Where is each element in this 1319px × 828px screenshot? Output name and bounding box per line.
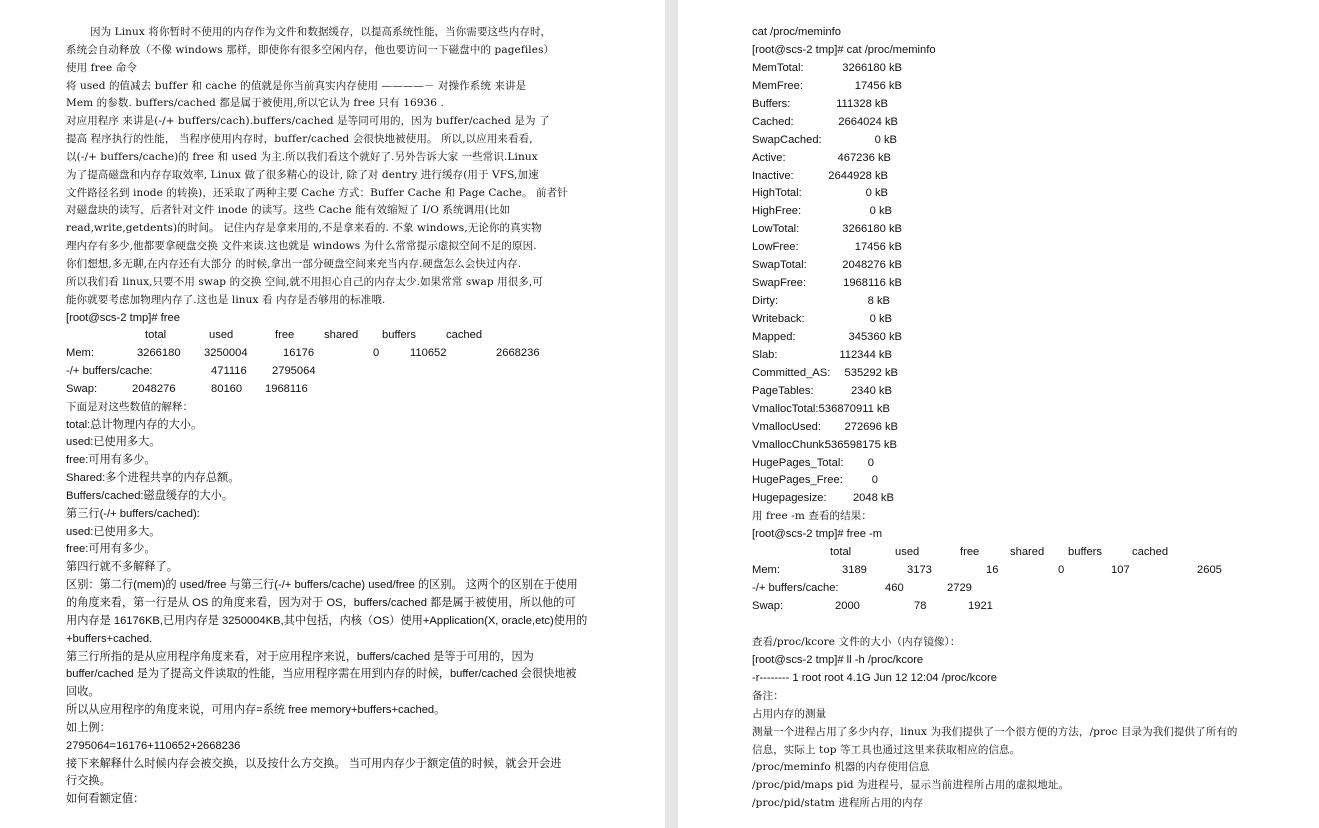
column-header: shared bbox=[1010, 546, 1045, 559]
column-header: used bbox=[895, 546, 920, 559]
meminfo-row bbox=[752, 275, 1297, 293]
meminfo-value: 2644928 kB bbox=[828, 169, 888, 182]
paragraph-line: total:总计物理内存的大小。 bbox=[66, 418, 203, 431]
column-header: free bbox=[275, 329, 295, 342]
paragraph-line: /proc/pid/maps pid 为进程号，显示当前进程所占用的虚拟地址。 bbox=[752, 779, 1070, 792]
table-cell: 3173 bbox=[907, 564, 932, 577]
paragraph-line: +buffers+cached. bbox=[66, 632, 153, 645]
paragraph-line: 测量一个进程占用了多少内存，linux 为我们提供了一个很方便的方法，/proc 目录为我们提供了所有的 bbox=[752, 725, 1238, 738]
meminfo-value: 1968116 kB bbox=[843, 277, 902, 290]
meminfo-row bbox=[752, 168, 1297, 186]
meminfo-value: 0 kB bbox=[869, 205, 892, 218]
paragraph-line: 下面是对这些数值的解释： bbox=[66, 400, 194, 413]
blank-line bbox=[752, 616, 1297, 634]
meminfo-row bbox=[752, 490, 1297, 508]
meminfo-value: 2048276 kB bbox=[842, 259, 902, 272]
meminfo-row bbox=[752, 383, 1297, 401]
table-cell: 3250004 bbox=[204, 347, 248, 360]
paragraph-line: -r-------- 1 root root 4.1G Jun 12 12:04 /proc/kcore bbox=[752, 671, 997, 684]
meminfo-key: LowTotal: bbox=[752, 223, 800, 236]
meminfo-value: 3266180 kB bbox=[842, 223, 902, 236]
table-cell: 78 bbox=[914, 600, 927, 612]
paragraph-line: /proc/pid/statm 进程所占用的内存 bbox=[752, 797, 924, 810]
meminfo-value: 536598175 kB bbox=[824, 438, 897, 451]
meminfo-key: Committed_AS: bbox=[752, 366, 831, 379]
table-row bbox=[66, 381, 606, 399]
meminfo-key: SwapFree: bbox=[752, 277, 807, 290]
meminfo-row bbox=[752, 329, 1297, 347]
paragraph-line: 区别：第二行(mem)的 used/free 与第三行(-/+ buffers/cache) used/free 的区别。 这两个的区别在于使用 bbox=[66, 579, 578, 592]
paragraph-line: 第四行就不多解释了。 bbox=[66, 561, 178, 574]
meminfo-value: 112344 kB bbox=[839, 348, 892, 361]
table-row bbox=[752, 562, 1297, 580]
column-header: shared bbox=[324, 329, 359, 342]
command-line: [root@scs-2 tmp]# cat /proc/meminfo bbox=[752, 43, 936, 56]
table-cell: 107 bbox=[1111, 564, 1130, 577]
paragraph-line: used:已使用多大。 bbox=[66, 525, 161, 538]
table-cell: 0 bbox=[1058, 564, 1065, 577]
column-header: used bbox=[209, 329, 234, 342]
meminfo-key: Active: bbox=[752, 151, 786, 164]
column-header: free bbox=[960, 546, 980, 559]
paragraph-line: 为了提高磁盘和内存存取效率, Linux 做了很多精心的设计, 除了对 dentry 进行缓存(用于 VFS,加速 bbox=[66, 168, 539, 181]
paragraph-line: 对磁盘块的读写，后者针对文件 inode 的读写。这些 Cache 能有效缩短了 I/O 系统调用(比如 bbox=[66, 204, 511, 217]
paragraph-line: 第三行(-/+ buffers/cached): bbox=[66, 507, 200, 520]
row-label: Swap: bbox=[66, 382, 98, 395]
meminfo-row bbox=[752, 455, 1297, 473]
paragraph-line: 系统会自动释放（不像 windows 那样，即使你有很多空闲内存，他也要访问一下磁盘中的 pagefiles） bbox=[66, 43, 555, 56]
column-header: total bbox=[145, 329, 167, 342]
meminfo-key: Inactive: bbox=[752, 169, 794, 182]
meminfo-key: SwapCached: bbox=[752, 133, 822, 146]
paragraph-line: 因为 Linux 将你暂时不使用的内存作为文件和数据缓存，以提高系统性能，当你需要这些内存时， bbox=[90, 26, 552, 38]
table-cell: 16 bbox=[986, 564, 999, 577]
meminfo-key: HighFree: bbox=[752, 205, 802, 218]
table-cell: 3189 bbox=[842, 564, 867, 577]
meminfo-key: VmallocUsed: bbox=[752, 420, 822, 433]
table-cell: 3266180 bbox=[137, 347, 181, 360]
table-row bbox=[66, 363, 606, 381]
row-label: -/+ buffers/cache: bbox=[66, 365, 153, 378]
column-header: buffers bbox=[382, 329, 416, 342]
meminfo-row bbox=[752, 472, 1297, 490]
paragraph-line: 备注： bbox=[752, 689, 784, 702]
paragraph-line: 占用内存的测量 bbox=[752, 707, 827, 720]
paragraph-line: buffer/cached 是为了提高文件读取的性能，当应用程序需在用到内存的时候，buffer/cached 会很快地被 bbox=[66, 668, 577, 681]
meminfo-row bbox=[752, 203, 1297, 221]
column-header: buffers bbox=[1068, 546, 1102, 559]
meminfo-value: 467236 kB bbox=[837, 151, 891, 164]
meminfo-row bbox=[752, 437, 1297, 455]
right-page-text bbox=[752, 24, 1297, 813]
meminfo-key: HighTotal: bbox=[752, 187, 802, 200]
command-line: 用 free -m 查看的结果： bbox=[752, 510, 872, 523]
paragraph-line: 理内存有多少,他都要拿硬盘交换 文件来读.这也就是 windows 为什么常常提示虚拟空间不足的原因. bbox=[66, 240, 537, 253]
meminfo-key: MemFree: bbox=[752, 79, 803, 92]
paragraph-line: 查看/proc/kcore 文件的大小（内存镜像）： bbox=[752, 635, 961, 648]
meminfo-row bbox=[752, 419, 1297, 437]
meminfo-row bbox=[752, 60, 1297, 78]
paragraph-line: Mem 的参数. buffers/cached 都是属于被使用,所以它认为 free 只有 16936 . bbox=[66, 97, 444, 110]
meminfo-row bbox=[752, 96, 1297, 114]
table-cell: 0 bbox=[373, 347, 380, 360]
paragraph-line: 如何看额定值： bbox=[66, 793, 145, 806]
meminfo-value: 3266180 kB bbox=[842, 61, 902, 74]
paragraph-line: /proc/meminfo 机器的内存使用信息 bbox=[752, 761, 930, 774]
table-cell: 1968116 bbox=[265, 382, 308, 395]
table-cell: 1921 bbox=[968, 600, 993, 612]
left-page-text bbox=[66, 24, 606, 809]
paragraph-line: 用内存是 16176KB,已用内存是 3250004KB,其中包括，内核（OS）使用+Application(X, oracle,etc)使用的 bbox=[66, 614, 588, 627]
meminfo-key: Mapped: bbox=[752, 330, 796, 343]
meminfo-row bbox=[752, 239, 1297, 257]
column-header: total bbox=[830, 546, 852, 559]
table-cell: 2605 bbox=[1197, 564, 1222, 577]
table-cell: 80160 bbox=[211, 382, 243, 395]
paragraph-line: Buffers/cached:磁盘缓存的大小。 bbox=[66, 489, 234, 502]
paragraph-line: 能你就要考虑加物理内存了.这也是 linux 看 内存是否够用的标准哦. bbox=[66, 293, 386, 306]
paragraph-line: [root@scs-2 tmp]# free bbox=[66, 311, 180, 324]
paragraph-line: 接下来解释什么时候内存会被交换，以及按什么方交换。 当可用内存少于额定值的时候，就会开会进 bbox=[66, 757, 562, 770]
paragraph-line: 使用 free 命令 bbox=[66, 61, 138, 74]
meminfo-key: Buffers: bbox=[752, 97, 791, 110]
meminfo-key: Writeback: bbox=[752, 313, 805, 325]
paragraph-line: 的角度来看，第一行是从 OS 的角度来看，因为对于 OS，buffers/cached 都是属于被使用，所以他的可 bbox=[66, 597, 576, 609]
paragraph-line: 所以从应用程序的角度来说，可用内存=系统 free memory+buffers+cached。 bbox=[66, 704, 446, 717]
meminfo-row bbox=[752, 221, 1297, 239]
meminfo-row bbox=[752, 185, 1297, 203]
meminfo-value: 111328 kB bbox=[836, 97, 888, 110]
meminfo-value: 345360 kB bbox=[848, 330, 902, 343]
table-row bbox=[66, 345, 606, 363]
meminfo-value: 0 bbox=[867, 456, 874, 469]
table-cell: 471116 bbox=[211, 365, 247, 378]
paragraph-line: read,write,getdents)的时间。 记住内存是拿来用的,不是拿来看的. 不象 windows,无论你的真实物 bbox=[66, 222, 542, 235]
table-cell: 460 bbox=[885, 582, 904, 595]
meminfo-value: 2340 kB bbox=[850, 384, 892, 397]
paragraph-line: 提高 程序执行的性能， 当程序使用内存时，buffer/cached 会很快地被使用。 所以,以应用来看看, bbox=[66, 133, 533, 146]
meminfo-value: 0 kB bbox=[874, 133, 897, 146]
paragraph-line: 第三行所指的是从应用程序角度来看，对于应用程序来说，buffers/cached 是等于可用的，因为 bbox=[66, 650, 534, 663]
paragraph-line: 信息，实际上 top 等工具也通过这里来获取相应的信息。 bbox=[752, 743, 1021, 756]
command-line: cat /proc/meminfo bbox=[752, 26, 841, 38]
meminfo-key: PageTables: bbox=[752, 384, 814, 397]
table-cell: 2000 bbox=[835, 600, 860, 612]
meminfo-row bbox=[752, 257, 1297, 275]
meminfo-value: 0 kB bbox=[869, 313, 892, 325]
paragraph-line: 对应用程序 来讲是(-/+ buffers/cach).buffers/cached 是等同可用的，因为 buffer/cached 是为 了 bbox=[66, 115, 550, 128]
column-header: cached bbox=[1132, 546, 1169, 559]
row-label: Mem: bbox=[752, 564, 780, 577]
paragraph-line: 回收。 bbox=[66, 686, 100, 699]
meminfo-key: VmallocTotal: bbox=[752, 402, 819, 415]
paragraph-line: 所以我们看 linux,只要不用 swap 的交换 空间,就不用担心自己的内存太少.如果常常 swap 用很多,可 bbox=[66, 275, 543, 288]
paragraph-line: 行交换。 bbox=[66, 775, 111, 788]
row-label: Mem: bbox=[66, 347, 94, 360]
paragraph-line: Shared:多个进程共享的内存总额。 bbox=[66, 472, 240, 485]
paragraph-line: free:可用有多少。 bbox=[66, 543, 156, 556]
paragraph-line: 文件路径名到 inode 的转换)，还采取了两种主要 Cache 方式：Buffer Cache 和 Page Cache。 前者针 bbox=[66, 186, 568, 199]
meminfo-value: 536870911 kB bbox=[818, 402, 890, 415]
table-row bbox=[752, 598, 1297, 616]
meminfo-value: 0 kB bbox=[865, 187, 888, 200]
paragraph-line: free:可用有多少。 bbox=[66, 454, 156, 467]
meminfo-row bbox=[752, 347, 1297, 365]
row-label: -/+ buffers/cache: bbox=[752, 582, 839, 595]
paragraph-line: 你们想想,多无聊,在内存还有大部分 的时候,拿出一部分硬盘空间来充当内存.硬盘怎么会快过内存. bbox=[66, 257, 522, 270]
meminfo-key: Cached: bbox=[752, 115, 794, 128]
right-page bbox=[678, 0, 1319, 828]
meminfo-key: MemTotal: bbox=[752, 61, 804, 74]
meminfo-key: Hugepagesize: bbox=[752, 492, 827, 505]
paragraph-line: 如上例： bbox=[66, 721, 111, 734]
table-cell: 110652 bbox=[410, 347, 447, 360]
meminfo-key: Slab: bbox=[752, 348, 778, 361]
row-label: Swap: bbox=[752, 600, 784, 612]
paragraph-line: 2795064=16176+110652+2668236 bbox=[66, 739, 241, 752]
meminfo-row bbox=[752, 132, 1297, 150]
meminfo-row bbox=[752, 150, 1297, 168]
table-cell: 16176 bbox=[283, 347, 315, 360]
meminfo-key: HugePages_Free: bbox=[752, 474, 843, 487]
meminfo-row bbox=[752, 401, 1297, 419]
meminfo-row bbox=[752, 311, 1297, 329]
paragraph-line: used:已使用多大。 bbox=[66, 436, 161, 449]
meminfo-value: 17456 kB bbox=[854, 241, 902, 254]
meminfo-key: SwapTotal: bbox=[752, 259, 807, 272]
page-gutter bbox=[665, 0, 678, 828]
meminfo-key: LowFree: bbox=[752, 241, 799, 254]
meminfo-row bbox=[752, 365, 1297, 383]
table-row bbox=[752, 580, 1297, 598]
paragraph-line: [root@scs-2 tmp]# ll -h /proc/kcore bbox=[752, 653, 924, 666]
meminfo-row bbox=[752, 293, 1297, 311]
meminfo-row bbox=[752, 78, 1297, 96]
table-header-row bbox=[66, 327, 606, 345]
paragraph-line: 将 used 的值减去 buffer 和 cache 的值就是你当前真实内存使用 ————－ 对操作系统 来讲是 bbox=[66, 79, 527, 92]
table-cell: 2729 bbox=[947, 582, 972, 595]
meminfo-key: HugePages_Total: bbox=[752, 456, 844, 469]
meminfo-value: 0 bbox=[871, 474, 878, 487]
column-header: cached bbox=[446, 329, 483, 342]
table-cell: 2795064 bbox=[272, 365, 316, 378]
meminfo-key: Dirty: bbox=[752, 295, 779, 308]
meminfo-value: 2048 kB bbox=[852, 492, 894, 505]
paragraph-line: 以(-/+ buffers/cache)的 free 和 used 为主.所以我们看这个就好了.另外告诉大家 一些常识.Linux bbox=[66, 150, 538, 163]
table-cell: 2048276 bbox=[132, 382, 176, 395]
meminfo-key: VmallocChunk: bbox=[752, 438, 828, 451]
meminfo-value: 2664024 kB bbox=[838, 115, 898, 128]
meminfo-value: 535292 kB bbox=[844, 366, 898, 379]
meminfo-value: 272696 kB bbox=[844, 420, 898, 433]
meminfo-value: 8 kB bbox=[867, 295, 890, 308]
table-cell: 2668236 bbox=[496, 347, 540, 360]
meminfo-value: 17456 kB bbox=[854, 79, 902, 92]
table-header-row bbox=[752, 544, 1297, 562]
meminfo-row bbox=[752, 114, 1297, 132]
command-line: [root@scs-2 tmp]# free -m bbox=[752, 528, 883, 541]
